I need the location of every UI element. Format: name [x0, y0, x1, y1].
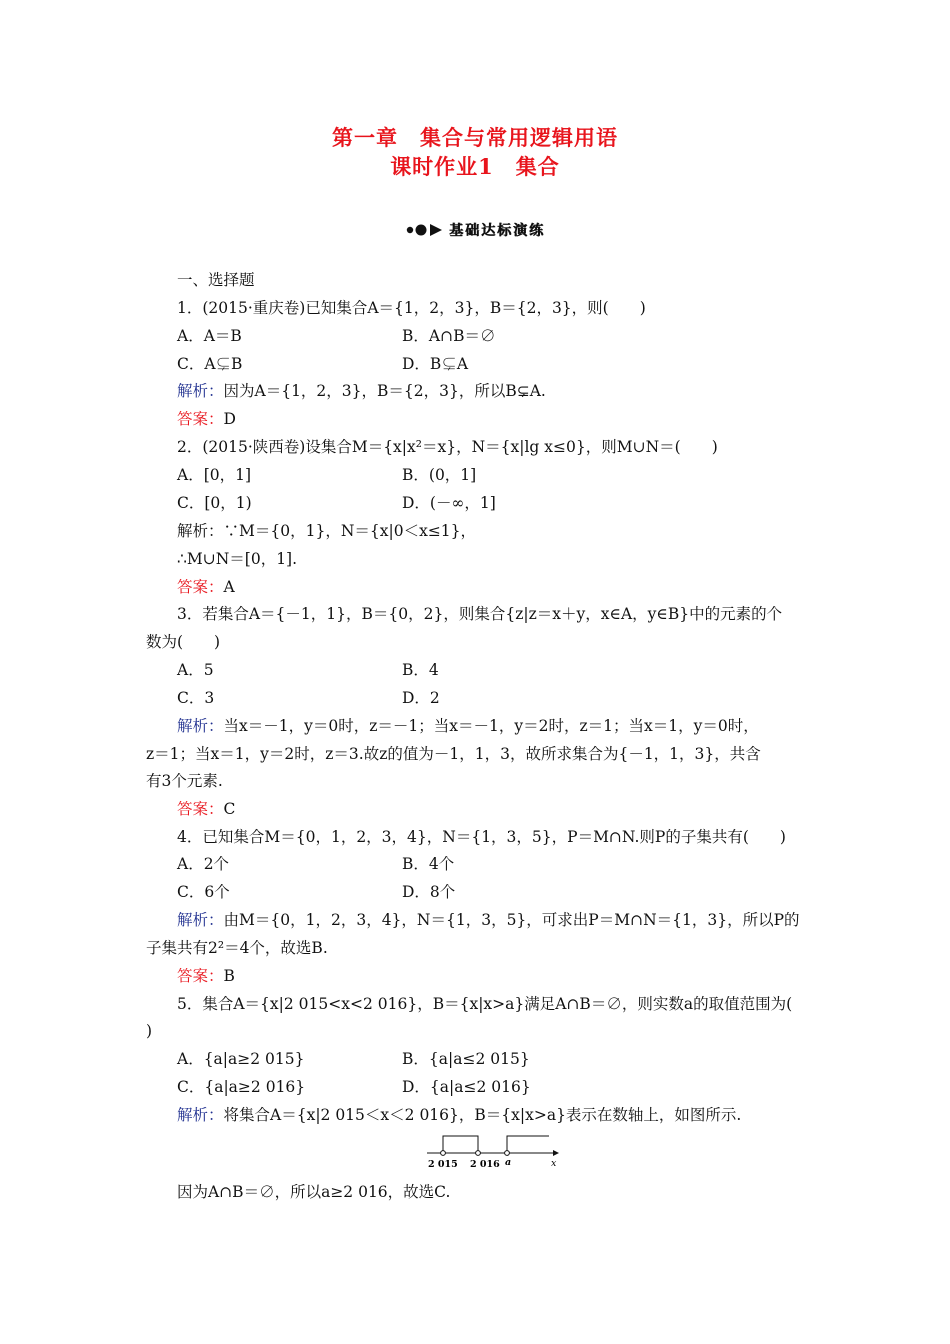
q3-option-b: B．4 [402, 661, 439, 679]
q4-analysis-text: 由M＝{0，1，2，3，4}，N＝{1，3，5}，可求出P＝M∩N＝{1，3}，所以P的 [223, 911, 800, 929]
q2-option-c: C．[0，1) [177, 494, 252, 512]
q3-option-d: D．2 [402, 689, 440, 707]
q5-option-c: C．{a|a≥2 016} [177, 1078, 306, 1096]
tick-label-a: a [505, 1157, 512, 1168]
analysis-label: 解析： [177, 717, 224, 735]
q1-analysis-text: 因为A＝{1，2，3}，B＝{2，3}，所以B⊊A. [223, 382, 546, 400]
q1-option-a: A．A＝B [177, 327, 242, 345]
analysis-label: 解析： [177, 522, 224, 540]
q1-option-b: B．A∩B＝∅ [402, 327, 496, 345]
q1-option-c: C．A⊊B [177, 355, 243, 373]
analysis-label: 解析： [177, 382, 224, 400]
section-banner [0, 219, 950, 240]
point-2015 [441, 1151, 446, 1156]
set-b-ray [507, 1136, 549, 1153]
q4-option-a: A．2个 [177, 855, 230, 873]
answer-label: 答案： [177, 967, 224, 985]
q1-answer [177, 409, 236, 429]
q3-analysis [177, 716, 759, 736]
q3-answer-value: C [223, 800, 236, 818]
q2-option-a: A．[0，1] [177, 466, 252, 484]
q4-answer-value: B [223, 967, 235, 985]
point-2016 [476, 1151, 481, 1156]
q4-stem: 4．已知集合M＝{0，1，2，3，4}，N＝{1，3，5}，P＝M∩N.则P的子集共有( ) [177, 828, 786, 846]
q3-analysis-line2: z＝1；当x＝1，y＝2时，z＝3.故z的值为－1，1，3，故所求集合为{－1，1，3}，共含 [146, 745, 761, 763]
point-a [505, 1151, 510, 1156]
q3-stem-line2: 数为( ) [146, 633, 221, 651]
section-heading: 一、选择题 [177, 271, 255, 289]
answer-label: 答案： [177, 800, 224, 818]
q5-option-b: B．{a|a≤2 015} [402, 1050, 530, 1068]
q2-answer [177, 577, 235, 597]
tick-label-2016: 2 016 [470, 1159, 500, 1170]
q2-analysis-line2: ∴M∪N＝[0，1]. [177, 550, 298, 568]
q5-option-d: D．{a|a≤2 016} [402, 1078, 531, 1096]
q3-analysis-text: 当x＝－1，y＝0时，z＝－1；当x＝－1，y＝2时，z＝1；当x＝1，y＝0时， [223, 717, 759, 735]
q5-stem: 5．集合A＝{x|2 015<x<2 016}，B＝{x|x>a}满足A∩B＝∅，则实数a的取值范围为( [177, 995, 793, 1013]
q1-stem: 1．(2015·重庆卷)已知集合A＝{1，2，3}，B＝{2，3}，则( ) [177, 299, 646, 317]
q4-answer [177, 966, 235, 986]
q3-option-a: A．5 [177, 661, 214, 679]
q5-option-a: A．{a|a≥2 015} [177, 1050, 305, 1068]
axis-label-x: x [551, 1158, 557, 1169]
q3-analysis-line3: 有3个元素. [146, 772, 223, 790]
banner-label: 基础达标演练 [449, 222, 545, 239]
q5-conclusion: 因为A∩B＝∅，所以a≥2 016，故选C. [177, 1183, 451, 1201]
q2-option-d: D．(－∞，1] [402, 494, 496, 512]
set-a-interval [443, 1136, 478, 1153]
q2-analysis-text: ∵M＝{0，1}，N＝{x|0＜x≤1}， [223, 522, 477, 540]
q4-analysis [177, 910, 800, 930]
q2-answer-value: A [223, 578, 235, 596]
q5-analysis-text: 将集合A＝{x|2 015＜x＜2 016}，B＝{x|x>a}表示在数轴上，如图所示. [223, 1106, 742, 1124]
number-line-figure [425, 1132, 565, 1172]
lesson-title: 课时作业1 集合 [390, 154, 560, 179]
q2-stem: 2．(2015·陕西卷)设集合M＝{x|x²＝x}，N＝{x|lg x≤0}，则M∪N＝( ) [177, 438, 718, 456]
axis-arrow-icon [553, 1150, 559, 1156]
answer-label: 答案： [177, 410, 224, 428]
q4-analysis-line2: 子集共有2²＝4个，故选B. [146, 939, 328, 957]
q2-option-b: B．(0，1] [402, 466, 477, 484]
q1-answer-value: D [223, 410, 236, 428]
chapter-title: 第一章 集合与常用逻辑用语 [332, 125, 618, 150]
analysis-label: 解析： [177, 1106, 224, 1124]
q1-option-d: D．B⊊A [402, 355, 469, 373]
q5-stem-line2: ) [146, 1022, 153, 1040]
q2-analysis [177, 521, 476, 541]
analysis-label: 解析： [177, 911, 224, 929]
q4-option-b: B．4个 [402, 855, 455, 873]
q5-analysis [177, 1105, 741, 1125]
q1-analysis [177, 381, 546, 401]
answer-label: 答案： [177, 578, 224, 596]
banner-arrow-icon [405, 222, 449, 238]
q3-answer [177, 799, 235, 819]
q4-option-d: D．8个 [402, 883, 456, 901]
tick-label-2015: 2 015 [428, 1159, 458, 1170]
q3-stem: 3．若集合A＝{－1，1}，B＝{0，2}，则集合{z|z＝x＋y，x∈A，y∈B}中的元素的个 [177, 605, 783, 623]
q3-option-c: C．3 [177, 689, 215, 707]
q4-option-c: C．6个 [177, 883, 230, 901]
